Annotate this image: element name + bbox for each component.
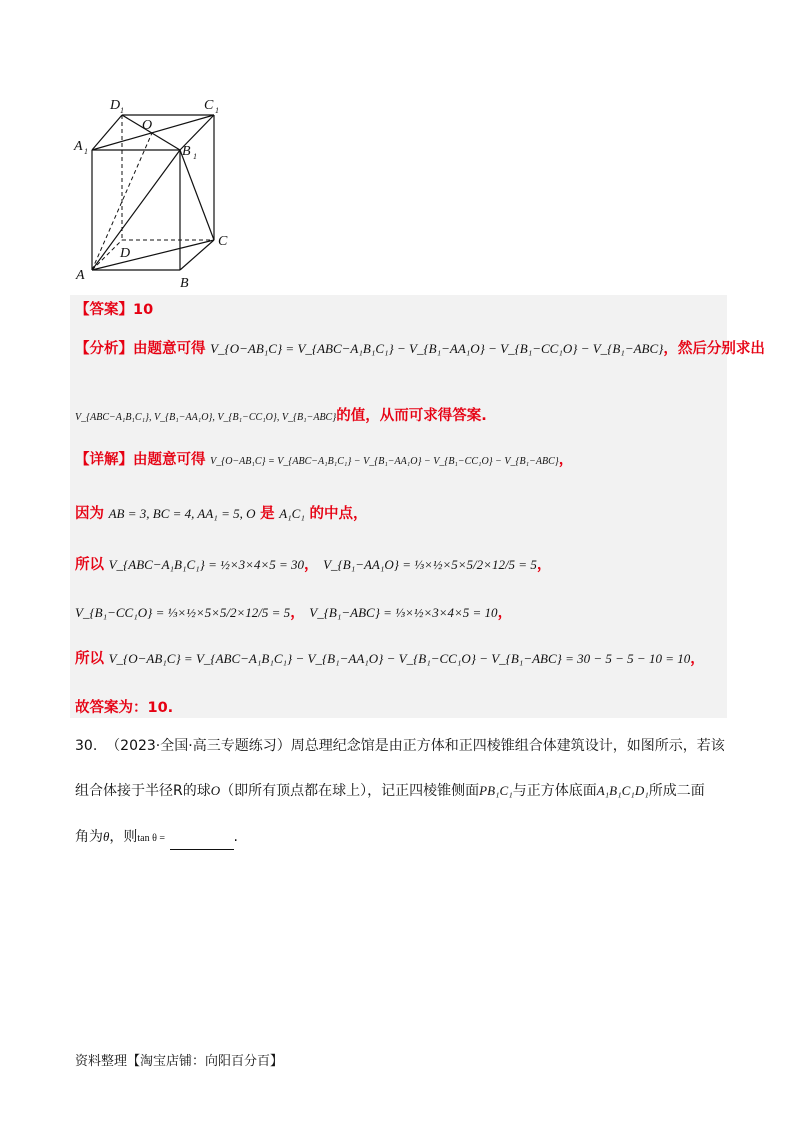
svg-text:1: 1: [84, 147, 88, 156]
label-A1: A: [74, 139, 83, 154]
answer-blank[interactable]: [170, 835, 234, 850]
analysis-line: 【分析】由题意可得 V_{O−AB₁C} = V_{ABC−A₁B₁C₁} − V_{B₁−AA₁O} − V_{B₁−CC₁O} − V_{B₁−ABC}，然后分别求出: [75, 341, 765, 357]
label-A: A: [76, 268, 85, 283]
label-D1: D: [110, 98, 121, 113]
detail-final: 所以 V_{O−AB₁C} = V_{ABC−A₁B₁C₁} − V_{B₁−AA₁O} − V_{B₁−CC₁O} − V_{B₁−ABC} = 30 − 5 − 5 − 10 = 10，: [75, 651, 705, 667]
svg-text:1: 1: [215, 106, 219, 115]
answer-line: 【答案】10: [75, 302, 154, 318]
detail-calc-2: V_{B₁−CC₁O} = ⅓×½×5×5/2×12/5 = 5， V_{B₁−ABC} = ⅓×½×3×4×5 = 10，: [75, 605, 513, 621]
detail-calc-1: 所以 V_{ABC−A₁B₁C₁} = ½×3×4×5 = 30， V_{B₁−AA₁O} = ⅓×½×5×5/2×12/5 = 5，: [75, 557, 552, 573]
analysis-line-2: V_{ABC−A₁B₁C₁}, V_{B₁−AA₁O}, V_{B₁−CC₁O}, V_{B₁−ABC}的值，从而可求得答案.: [75, 408, 487, 424]
svg-text:1: 1: [193, 152, 197, 161]
question-line-3: 角为θ，则tan θ = .: [75, 826, 238, 850]
detail-given: 因为 AB = 3, BC = 4, AA₁ = 5, O 是 A₁C₁ 的中点，: [75, 506, 368, 522]
question-line-1: 30. （2023·全国·高三专题练习）周总理纪念馆是由正方体和正四棱锥组合体建筑设计，如图所示，若该: [75, 738, 725, 754]
question-line-2: 组合体接于半径R的球O（即所有顶点都在球上），记正四棱锥侧面PB₁C₁与正方体底面A₁B₁C₁D₁所成二面: [75, 783, 705, 799]
label-C1: C: [204, 98, 214, 113]
footer-text: 资料整理【淘宝店铺：向阳百分百】: [75, 1054, 284, 1069]
label-D: D: [120, 246, 131, 261]
conclusion: 故答案为：10.: [75, 700, 174, 716]
label-O: O: [142, 118, 153, 133]
detail-line: 【详解】由题意可得 V_{O−AB₁C} = V_{ABC−A₁B₁C₁} − V_{B₁−AA₁O} − V_{B₁−CC₁O} − V_{B₁−ABC}，: [75, 452, 574, 468]
svg-text:1: 1: [120, 106, 124, 115]
label-B1: B: [182, 144, 191, 159]
prism-figure: [72, 95, 232, 295]
label-B: B: [180, 276, 189, 291]
label-C: C: [218, 234, 228, 249]
